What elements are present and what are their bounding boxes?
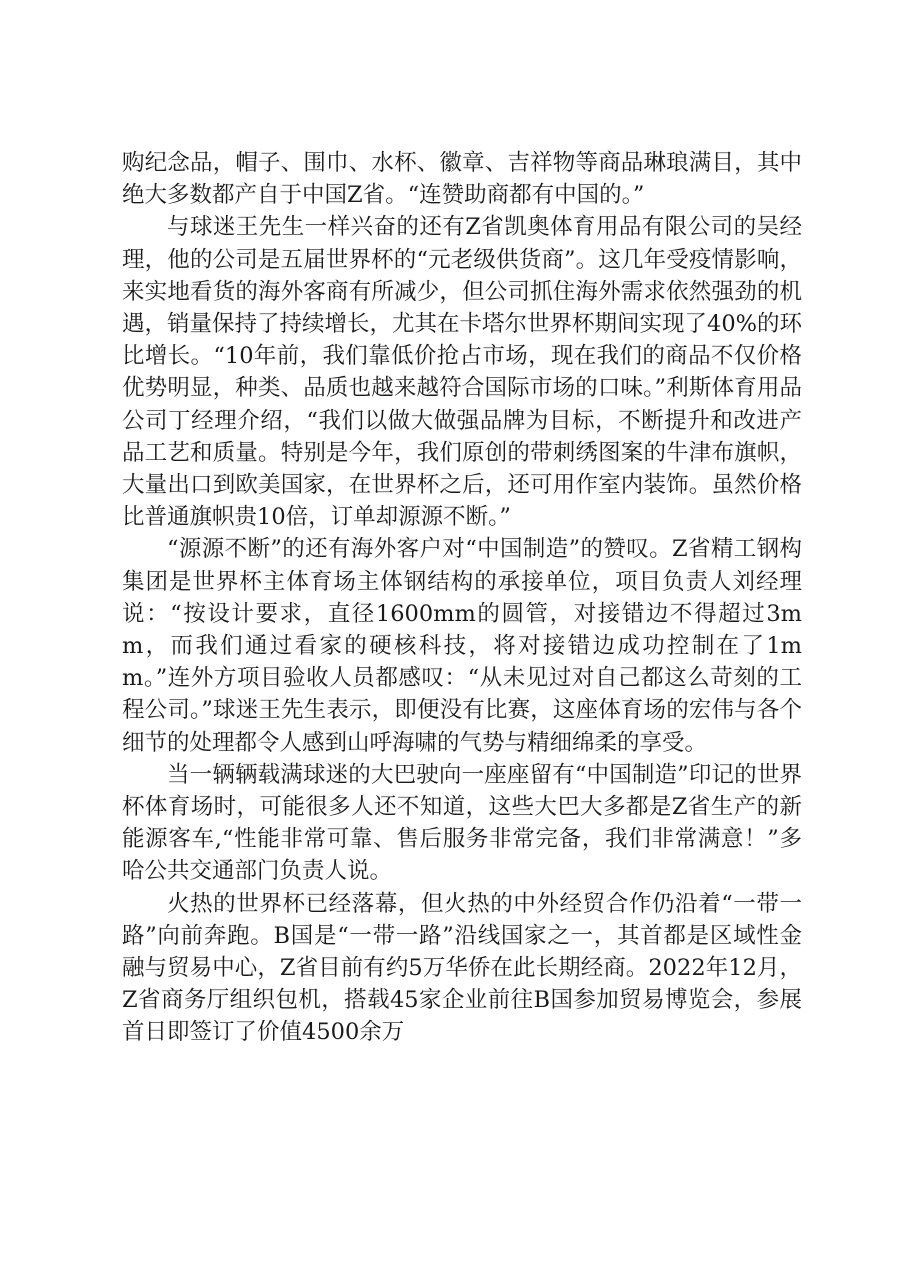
paragraph-3: “源源不断”的还有海外客户对“中国制造”的赞叹。Z省精工钢构集团是世界杯主体育场主体钢结构的承接单位，项目负责人刘经理说：“按设计要求，直径1600mm的圆管，对接错边不得超过3mm，而我们通过看家的硬核科技，将对接错边成功控制在了1mm。”连外方项目验收人员都感叹：“从未见过对自己都这么苛刻的工程公司。”球迷王先生表示，即便没有比赛，这座体育场的宏伟与各个细节的处理都令人感到山呼海啸的气势与精细绵柔的享受。 [122, 536, 802, 756]
paragraph-4: 当一辆辆载满球迷的大巴驶向一座座留有“中国制造”印记的世界杯体育场时，可能很多人还不知道，这些大巴大多都是Z省生产的新能源客车,“性能非常可靠、售后服务非常完备，我们非常满意！”多哈公共交通部门负责人说。 [122, 761, 802, 885]
paragraph-5: 火热的世界杯已经落幕，但火热的中外经贸合作仍沿着“一带一路”向前奔跑。B国是“一带一路”沿线国家之一，其首都是区域性金融与贸易中心，Z省目前有约5万华侨在此长期经商。2022年12月，Z省商务厅组织包机，搭载45家企业前往B国参加贸易博览会，参展首日即签订了价值4500余万 [122, 890, 802, 1046]
paragraph-2: 与球迷王先生一样兴奋的还有Z省凯奥体育用品有限公司的吴经理，他的公司是五届世界杯的“元老级供货商”。这几年受疫情影响，来实地看货的海外客商有所减少，但公司抓住海外需求依然强劲的机遇，销量保持了持续增长，尤其在卡塔尔世界杯期间实现了40%的环比增长。“10年前，我们靠低价抢占市场，现在我们的商品不仅价格优势明显，种类、品质也越来越符合国际市场的口味。”利斯体育用品公司丁经理介绍，“我们以做大做强品牌为目标，不断提升和改进产品工艺和质量。特别是今年，我们原创的带刺绣图案的牛津布旗帜，大量出口到欧美国家，在世界杯之后，还可用作室内装饰。虽然价格比普通旗帜贵10倍，订单却源源不断。” [122, 214, 803, 531]
paragraph-1: 购纪念品，帽子、围巾、水杯、徽章、吉祥物等商品琳琅满目，其中绝大多数都产自于中国Z省。“连赞助商都有中国的。” [122, 150, 802, 209]
article-body [122, 147, 802, 1049]
